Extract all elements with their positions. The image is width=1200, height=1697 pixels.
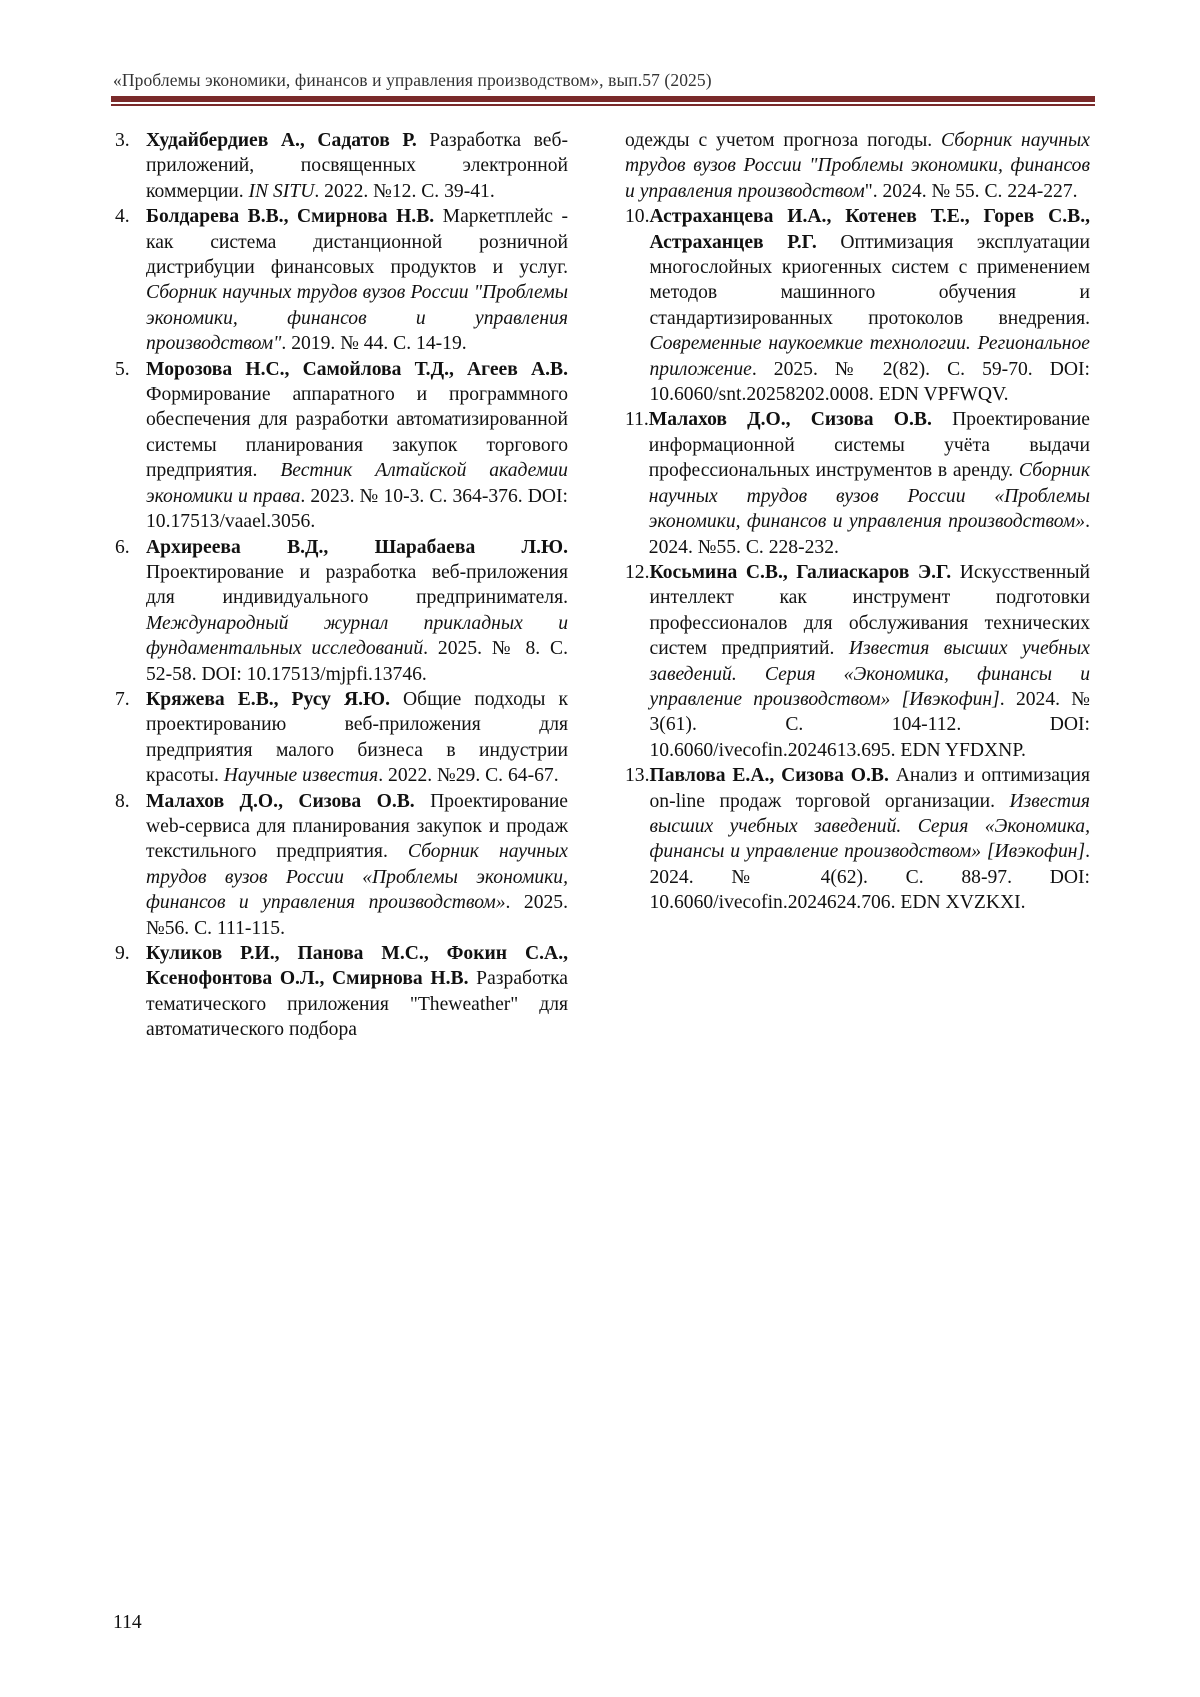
reference-authors: Архиреева В.Д., Шарабаева Л.Ю. xyxy=(146,536,568,558)
header-rule-thick xyxy=(111,96,1095,102)
reference-details: . 2024. №55. С. 228-232. xyxy=(648,511,1090,558)
reference-8 xyxy=(113,789,568,941)
reference-number: 11. xyxy=(625,409,649,431)
reference-source: Научные известия xyxy=(223,765,379,787)
reference-6 xyxy=(113,535,568,687)
references-left-column xyxy=(113,128,568,1043)
reference-authors: Павлова Е.А., Сизова О.В. xyxy=(649,765,889,787)
reference-authors: Морозова Н.С., Самойлова Т.Д., Агеев А.В. xyxy=(146,358,568,380)
reference-7 xyxy=(113,687,568,789)
reference-title: одежды с учетом прогноза погоды. xyxy=(625,130,942,151)
reference-title: Анализ и оптимизация on-line продаж торговой организации. xyxy=(649,765,1090,812)
reference-title: Разработка тематического приложения "Theweather" для автоматического подбора xyxy=(146,968,569,1041)
reference-authors: Косьмина С.В., Галиаскаров Э.Г. xyxy=(649,561,952,583)
reference-authors: Малахов Д.О., Сизова О.В. xyxy=(648,409,932,431)
reference-details: . 2025. № 8. С. 52-58. DOI: 10.17513/mjpfi.13746. xyxy=(146,638,569,685)
reference-number: 13. xyxy=(625,765,650,787)
reference-details: . 2024. № 3(61). С. 104-112. DOI: 10.6060/ivecofin.2024613.695. EDN YFDXNP. xyxy=(649,688,1090,761)
references-right-column xyxy=(625,128,1090,916)
reference-details: . 2022. №29. С. 64-67. xyxy=(378,765,559,787)
reference-3 xyxy=(113,128,568,204)
reference-details: . 2025. №56. С. 111-115. xyxy=(146,892,568,939)
reference-title: Общие подходы к проектированию веб-приложения для предприятия малого бизнеса в индустрии красоты. xyxy=(146,688,568,787)
reference-title: Искусственный интеллект как инструмент подготовки профессионалов для обслуживания технических систем предприятий. xyxy=(649,561,1090,660)
reference-details: . 2022. №12. С. 39-41. xyxy=(314,180,495,202)
reference-10 xyxy=(625,204,1090,407)
reference-title: Проектирование информационной системы учёта выдачи профессиональных инструментов в аренду. xyxy=(648,409,1091,482)
reference-source: Международный журнал прикладных и фундаментальных исследований xyxy=(146,612,568,660)
reference-source: IN SITU xyxy=(248,180,315,202)
reference-authors: Малахов Д.О., Сизова О.В. xyxy=(146,790,415,812)
reference-title: Проектирование и разработка веб-приложения для индивидуального предпринимателя. xyxy=(146,561,568,609)
reference-source: Сборник научных трудов вузов России "Проблемы экономики, финансов и управления производством" xyxy=(146,282,568,355)
reference-title: Формирование аппаратного и программного обеспечения для разработки автоматизированной системы планирования закупок торгового предприятия. xyxy=(146,384,568,482)
page-number: 114 xyxy=(113,1612,142,1633)
reference-authors: Худайбердиев А., Садатов Р. xyxy=(146,130,417,151)
reference-title: Оптимизация эксплуатации многослойных криогенных систем с применением методов машинного обучения и стандартизированных протоколов внедрения. xyxy=(649,231,1091,329)
reference-source: Известия высших учебных заведений. Серия «Экономика, финансы и управление производством» [Ивэкофин] xyxy=(649,790,1090,863)
reference-authors: Кряжева Е.В., Русу Я.Ю. xyxy=(146,688,390,710)
reference-details: . 2023. № 10-3. С. 364-376. DOI: 10.17513/vaael.3056. xyxy=(146,485,568,533)
reference-5 xyxy=(113,357,568,535)
reference-title: Проектирование web-сервиса для планирования закупок и продаж текстильного предприятия. xyxy=(146,790,569,863)
reference-number: 5. xyxy=(115,358,130,380)
reference-authors: Болдарева В.В., Смирнова Н.В. xyxy=(146,206,435,228)
reference-source: Сборник научных трудов вузов России «Проблемы экономики, финансов и управления производством» xyxy=(648,460,1090,533)
reference-9-continuation xyxy=(625,128,1090,204)
reference-details: . 2025. № 2(82). С. 59-70. DOI: 10.6060/snt.20258202.0008. EDN VPFWQV. xyxy=(649,358,1090,406)
reference-details: . 2019. № 44. С. 14-19. xyxy=(281,333,467,355)
reference-authors: Куликов Р.И., Панова М.С., Фокин С.А., Ксенофонтова О.Л., Смирнова Н.В. xyxy=(146,943,568,990)
reference-source: Сборник научных трудов вузов России "Проблемы экономики, финансов и управления производством xyxy=(625,130,1090,202)
reference-source: Сборник научных трудов вузов России «Проблемы экономики, финансов и управления производством» xyxy=(146,841,568,914)
reference-number: 8. xyxy=(115,790,130,812)
reference-title: Разработка веб-приложений, посвященных электронной коммерции. xyxy=(146,130,568,202)
reference-source: Вестник Алтайской академии экономики и права xyxy=(146,460,568,507)
reference-authors: Астраханцева И.А., Котенев Т.Е., Горев С.В., Астраханцев Р.Г. xyxy=(649,206,1090,253)
reference-number: 12. xyxy=(625,561,650,583)
reference-details: . 2024. № 4(62). С. 88-97. DOI: 10.6060/ivecofin.2024624.706. EDN XVZKXI. xyxy=(649,841,1090,914)
reference-9 xyxy=(113,941,568,1043)
reference-title: Маркетплейс - как система дистанционной розничной дистрибуции финансовых продуктов и услуг. xyxy=(146,206,569,279)
reference-number: 4. xyxy=(115,206,130,228)
reference-number: 6. xyxy=(115,536,130,558)
reference-number: 10. xyxy=(625,206,650,228)
reference-13 xyxy=(625,763,1090,915)
reference-source: Известия высших учебных заведений. Серия «Экономика, финансы и управление производством» [Ивэкофин] xyxy=(649,638,1090,710)
running-header: «Проблемы экономики, финансов и управления производством», вып.57 (2025) xyxy=(113,70,712,90)
reference-number: 3. xyxy=(115,130,130,151)
reference-11 xyxy=(625,407,1090,559)
reference-number: 9. xyxy=(115,943,130,964)
reference-source: Современные наукоемкие технологии. Региональное приложение xyxy=(649,333,1090,380)
reference-12 xyxy=(625,560,1090,763)
reference-number: 7. xyxy=(115,688,130,710)
reference-details: ". 2024. № 55. С. 224-227. xyxy=(864,180,1078,202)
header-rule-thin xyxy=(111,104,1095,106)
reference-4 xyxy=(113,204,568,356)
